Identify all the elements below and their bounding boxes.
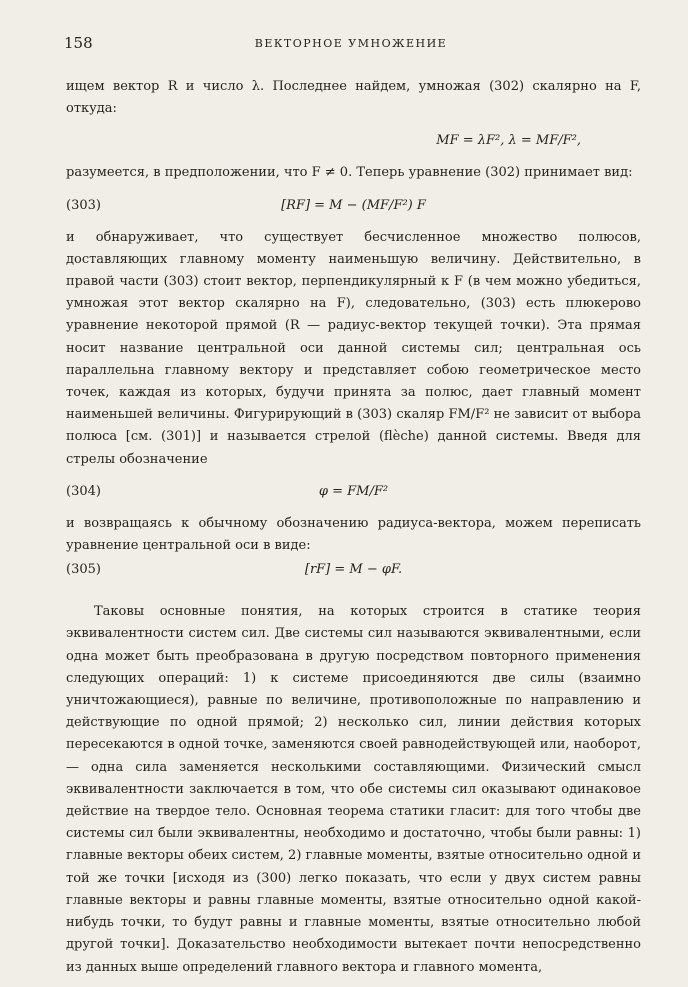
equation-304	[66, 471, 641, 513]
running-title: ВЕКТОРНОЕ УМНОЖЕНИЕ	[254, 37, 448, 50]
equation-lambda	[66, 120, 641, 162]
paragraph-2: разумеется, в предположении, что F ≠ 0. Теперь уравнение (302) принимает вид:	[66, 165, 633, 181]
equation-304-number: (304)	[66, 483, 101, 499]
equation-304-formula: φ = FM/F²	[318, 483, 389, 499]
equation-305-number: (305)	[66, 562, 101, 578]
page-header	[64, 34, 638, 54]
paragraph-4: и возвращаясь к обычному обозначению радиуса-вектора, можем переписать уравнение центральной оси в виде:	[66, 515, 641, 554]
equation-lambda-formula: MF = λF², λ = MF/F²,	[436, 133, 581, 149]
equation-305	[66, 557, 641, 583]
page-number: 158	[64, 34, 93, 52]
paragraph-1: ищем вектор R и число λ. Последнее найдем, умножая (302) скалярно на F, откуда:	[66, 79, 641, 117]
equation-305-formula: [rF] = M − φF.	[304, 562, 403, 578]
equation-303-formula: [RF] = M − (MF/F²) F	[281, 197, 426, 213]
equation-303	[66, 185, 641, 227]
paragraph-3: и обнаруживает, что существует бесчисленное множество полюсов, доставляющих главному моменту наименьшую величину. Действительно, в правой части (303) стоит вектор, перпендикулярный к F (в чем можно убедиться, умножая этот вектор скалярно на F), следовательно, (303) есть плюкерово уравнение некоторой прямой (R — радиус-вектор текущей точки). Эта прямая носит название центральной оси данной системы сил; центральная ось параллельна главному вектору и представляет собою геометрическое место точек, каждая из которых, будучи принята за полюс, дает главный момент наименьшей величины. Фигурирующий в (303) скаляр FM/F² не зависит от выбора полюса [см. (301)] и называется стрелой (flèche) данной системы. Введя для стрелы обозначение	[66, 229, 641, 467]
equation-303-number: (303)	[66, 197, 101, 213]
page-body	[66, 76, 641, 979]
paragraph-5: Таковы основные понятия, на которых строится в статике теория эквивалентности систем сил. Две системы сил называются эквивалентными, если одна может быть преобразована в другую посредством повторного применения следующих операций: 1) к системе присоединяются две силы (взаимно уничтожающиеся), равные по величине, противоположные по направлению и действующие по одной прямой; 2) несколько сил, линии действия которых пересекаются в одной точке, заменяются своей равнодействующей или, наоборот, — одна сила заменяется несколькими составляющими. Физический смысл эквивалентности заключается в том, что обе системы сил оказывают одинаковое действие на твердое тело. Основная теорема статики гласит: для того чтобы две системы сил были эквивалентны, необходимо и достаточно, чтобы были равны: 1) главные векторы обеих систем, 2) главные моменты, взятые относительно одной и той же точки [исходя из (300) легко показать, что если у двух систем равны главные векторы и равны главные моменты, взятые относительно одной какой-нибудь точки, то будут равны и главные моменты, взятые относительно любой другой точки]. Доказательство необходимости вытекает почти непосредственно из данных выше определений главного вектора и главного момента,	[66, 604, 641, 975]
